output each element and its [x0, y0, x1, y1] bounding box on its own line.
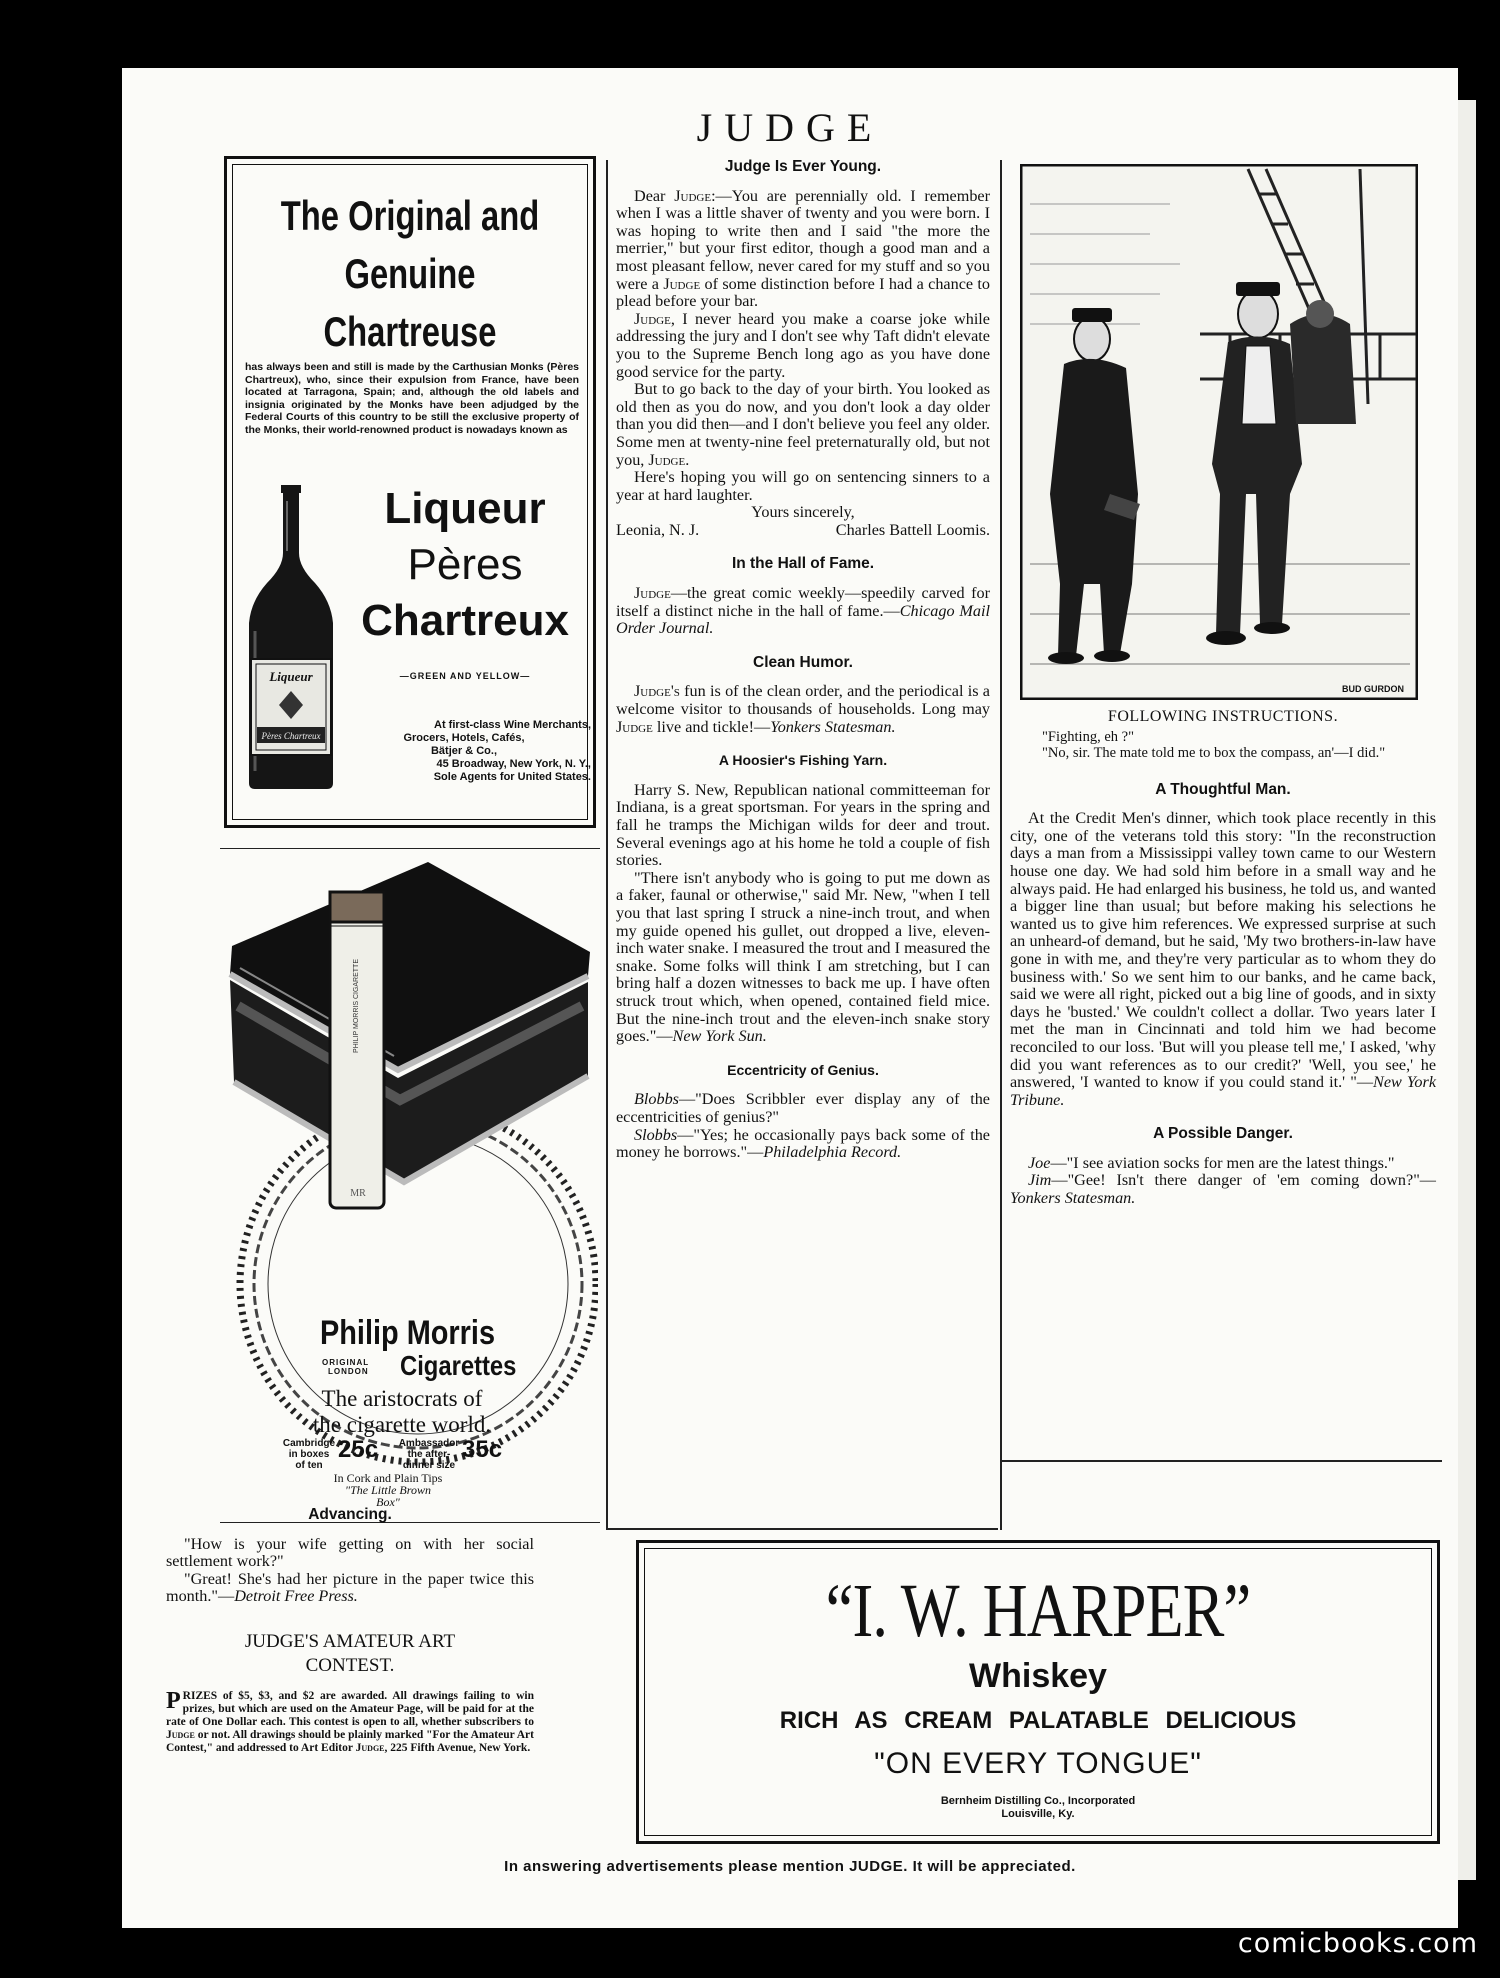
- variants-label: —GREEN AND YELLOW—: [399, 671, 531, 681]
- product-line: Liqueur: [384, 484, 546, 533]
- title-line: CONTEST.: [305, 1654, 395, 1676]
- cartoon-caption-1: "Fighting, eh ?": [1042, 728, 1134, 745]
- paragraph: [616, 381, 990, 469]
- text: But to go back to the day of your birth. You looked as old then as you do now, and you don't look a day older than you did then—and I don't believe you feel any older. Some men at twenty-nine feel preternaturally old, but not you,: [616, 380, 990, 469]
- size-line: dinner size: [402, 1460, 456, 1471]
- text: Judge's: [634, 682, 680, 701]
- company-line: Bernheim Distilling Co., Incorporated: [940, 1795, 1136, 1807]
- sellers-line: 45 Broadway, New York, N. Y.,: [436, 758, 591, 770]
- svg-text:PHILIP MORRIS CIGARETTE: PHILIP MORRIS CIGARETTE: [353, 959, 360, 1053]
- bottle-label-bottom: Pères Chartreux: [261, 731, 321, 741]
- text: of some distinction before I had a chance to plead before your bar.: [616, 274, 990, 311]
- source: New York Tribune.: [1010, 1073, 1437, 1109]
- chartreuse-advertisement: [224, 156, 596, 828]
- text: Judge: [355, 1741, 385, 1754]
- text: —"Gee! Isn't there danger of 'em coming down?"—: [1051, 1171, 1436, 1190]
- source: Detroit Free Press.: [234, 1587, 358, 1606]
- paragraph: [616, 870, 990, 1046]
- speaker: Joe: [1028, 1153, 1051, 1172]
- adjacent-page-edge: [1458, 100, 1476, 1880]
- text: At the Credit Men's dinner, which took place recently in this city, one of the veterans told this story: "In the reconstruction days a man from a Mississippi valley town came to our Western house one day. We had sold him before in a small way and he always paid. He had enlarged his business, he told us, and wanted a bigger line than usual; but before making his selections he wanted us to give him references. We expressed surprise at such an unheard-of demand, but he said, 'My two brothers-in-law have gone in with me, and they're very particular as to whom they do business with.' So we sent him to our banks, and he came back, said we were all right, picked out a big line of goods, and in sixty days he 'busted.' We couldn't collect a dollar. Two years later I met the man in Cincinnati and told him we had become reconciled to our loss. 'But will you please tell me,' I asked, 'why did you want references as to our credit?' 'Well, you see,' he answered, 'I wanted to know if you could stand it.' "—: [1010, 809, 1436, 1092]
- harper-whiskey-advertisement: [636, 1540, 1440, 1844]
- size-line: the after-: [407, 1449, 451, 1460]
- paragraph: [1010, 1155, 1436, 1173]
- signer: Charles Battell Loomis.: [835, 520, 990, 539]
- contest-title: [166, 1630, 534, 1678]
- headline-line: Genuine Chartreuse: [323, 250, 497, 355]
- size-line: Cambridge: [282, 1438, 336, 1449]
- paragraph: [616, 188, 990, 311]
- article-heading: Advancing.: [308, 1506, 392, 1523]
- closing: Yours sincerely,: [751, 503, 855, 522]
- drop-cap: P: [166, 1687, 181, 1714]
- headline-line: The Original and: [280, 192, 540, 239]
- cartoon-signature: BUD GURDON: [1342, 684, 1404, 694]
- column-3: [1010, 708, 1436, 1208]
- origin-line: ORIGINAL: [322, 1358, 370, 1367]
- paragraph: [1010, 1172, 1436, 1207]
- paragraph: "How is your wife getting on with her social settlement work?": [166, 1534, 534, 1571]
- text: Judge: [648, 450, 686, 469]
- cambridge-price: 25c: [338, 1436, 379, 1463]
- tips-line: In Cork and Plain Tips: [333, 1471, 443, 1485]
- source: Yonkers Statesman.: [770, 717, 896, 736]
- chartreuse-body: has always been and still is made by the Carthusian Monks (Pères Chartreux), who, since their expulsion from France, have been located at Tarragona, Spain; and, although the old labels and insignia originated by the Monks have been adjudged by the Federal Courts of this country to be still the exclusive property of the Monks, their world-renowned product is nowadays known as: [245, 361, 579, 436]
- text: RIZES of $5, $3, and $2 are awarded. All drawings failing to win prizes, but which are used on the Amateur Page, will be paid for at the rate of One Dollar each. This contest is open to all, whether subscribers to: [166, 1689, 534, 1728]
- text: fun is of the clean order, and the periodical is a welcome visitor to thousands of households. Long may: [616, 682, 990, 719]
- text: "Great! She's had her picture in the paper twice this month."—: [166, 1569, 534, 1606]
- watermark: comicbooks.com: [1237, 1928, 1478, 1959]
- harper-product: Whiskey: [969, 1657, 1107, 1695]
- speaker: Blobbs: [634, 1090, 679, 1109]
- contest-body: [166, 1687, 534, 1755]
- speaker: Jim: [1028, 1171, 1052, 1190]
- article-heading: A Possible Danger.: [1153, 1125, 1293, 1143]
- title-line: JUDGE'S AMATEUR ART: [244, 1630, 456, 1652]
- horizontal-rule: [608, 1528, 998, 1530]
- pm-origin: [322, 1358, 369, 1376]
- text: Judge: [663, 274, 701, 293]
- column-rule: [606, 160, 608, 1530]
- chartreuse-headline: [275, 187, 545, 361]
- text: Judge: [166, 1728, 195, 1741]
- pm-tips: [318, 1472, 458, 1508]
- source: New York Sun.: [672, 1027, 767, 1046]
- tips-line: "The Little Brown: [345, 1483, 431, 1497]
- size-line: of ten: [295, 1460, 323, 1471]
- cartoon-title: FOLLOWING INSTRUCTIONS.: [1107, 708, 1339, 725]
- place: Leonia, N. J.: [616, 520, 700, 539]
- paragraph: [616, 1091, 990, 1126]
- pm-product: Cigarettes: [400, 1350, 517, 1381]
- article-heading: A Hoosier's Fishing Yarn.: [718, 752, 888, 769]
- article-heading: Eccentricity of Genius.: [727, 1061, 879, 1078]
- tips-line: Box": [376, 1495, 400, 1509]
- speaker: Slobbs: [634, 1125, 678, 1144]
- paragraph: [616, 311, 990, 381]
- pm-brand: Philip Morris: [320, 1314, 496, 1352]
- text: , 225 Fifth Avenue, New York.: [384, 1741, 531, 1754]
- article-heading: Judge Is Ever Young.: [724, 158, 882, 175]
- cartoon-caption-2: "No, sir. The mate told me to box the compass, an'—I did.": [1042, 744, 1386, 761]
- text: "There isn't anybody who is going to put me down as a faker, faunal or otherwise," said Mr. New, "when I tell you that last spring I struck a nine-inch trout, and when my guide opened his gullet, out dropped a live, eleven-inch water snake. I measured the trout and I measured the snake. Some folks will think I am stretching, but I can bring half a dozen witnesses to back me up. I have often struck trout which, when opened, contained field mice. But the nine-inch trout and the eleven-inch snake story goes."—: [616, 868, 990, 1046]
- origin-line: LONDON: [328, 1367, 369, 1376]
- paragraph: [1010, 810, 1436, 1109]
- text: —"Yes; he occasionally pays back some of the money he borrows."—: [616, 1125, 990, 1162]
- tagline-line: The aristocrats of: [321, 1386, 483, 1411]
- sellers-info: [337, 719, 591, 784]
- column-2: [616, 158, 990, 1162]
- text: Dear: [634, 186, 675, 205]
- text: Judge: [616, 717, 653, 736]
- signature-line: [616, 522, 990, 540]
- cartoon-illustration: [1020, 164, 1418, 700]
- harper-slogan: "ON EVERY TONGUE": [874, 1747, 1202, 1780]
- article-heading: Clean Humor.: [753, 653, 853, 671]
- liqueur-bottle-illustration: [241, 481, 341, 791]
- sellers-line: Grocers, Hotels, Cafés,: [403, 732, 525, 744]
- text: Judge: [634, 309, 671, 328]
- paragraph: Here's hoping you will go on sentencing sinners to a year at hard laughter.: [616, 468, 990, 504]
- cambridge-size: [282, 1438, 336, 1471]
- horizontal-rule: [1002, 1460, 1442, 1462]
- paragraph: [616, 585, 990, 638]
- sellers-line: At first-class Wine Merchants,: [434, 719, 591, 731]
- product-line: Pères: [407, 540, 523, 589]
- magazine-page: [122, 68, 1458, 1928]
- text: Judge: [634, 584, 671, 603]
- text: —the great comic weekly—speedily carved for itself a distinct niche in the hall of fame.—: [616, 584, 990, 620]
- column-1-bottom: [166, 1506, 534, 1755]
- text: live and tickle!—: [652, 717, 771, 736]
- article-heading: A Thoughtful Man.: [1155, 780, 1291, 798]
- paragraph: [616, 683, 990, 736]
- sellers-line: Bätjer & Co.,: [430, 745, 497, 757]
- source: Yonkers Statesman.: [1010, 1189, 1136, 1208]
- text: —"I see aviation socks for men are the latest things.": [1050, 1153, 1395, 1172]
- harper-tagline: RICH AS CREAM PALATABLE DELICIOUS: [779, 1707, 1297, 1734]
- product-name: [345, 481, 585, 649]
- svg-text:MR: MR: [350, 1188, 366, 1199]
- tagline-line: the cigarette world.: [312, 1412, 492, 1437]
- paragraph: [166, 1571, 534, 1606]
- source: Philadelphia Record.: [763, 1143, 902, 1162]
- sellers-line: Sole Agents for United States.: [433, 771, 591, 783]
- ambassador-size: [398, 1438, 460, 1471]
- size-line: Ambassador: [398, 1438, 460, 1449]
- source: Chicago Mail Order Journal.: [616, 601, 990, 638]
- horizontal-rule: [220, 848, 600, 849]
- text: .: [685, 450, 690, 469]
- text: :—You are perennially old. I remember when I was a little shaver of twenty and you were born. I was hoping to write then and I said "the more the merrier," but your first editor, though a good man and a most pleasant fellow, never cared for my stuff and so you were a: [616, 186, 991, 293]
- paragraph: [616, 1127, 990, 1162]
- column-rule: [1000, 160, 1002, 1530]
- masthead: JUDGE: [696, 105, 884, 150]
- text: Judge: [674, 186, 712, 205]
- ambassador-price: 35c: [462, 1436, 503, 1463]
- footer-notice: In answering advertisements please mention JUDGE. It will be appreciated.: [504, 1858, 1076, 1875]
- company-line: Louisville, Ky.: [1001, 1808, 1075, 1820]
- harper-brand: “I. W. HARPER”: [825, 1569, 1251, 1653]
- text: or not. All drawings should be plainly marked "For the Amateur Art Contest," and addressed to Art Editor: [166, 1728, 534, 1754]
- pm-tagline: [272, 1386, 532, 1438]
- bottle-label-top: Liqueur: [269, 669, 313, 684]
- product-line: Chartreux: [361, 596, 569, 645]
- text: , I never heard you make a coarse joke while addressing the jury and I don't see why Taft didn't elevate you to the Supreme Bench long ago as you have done good service for the party.: [616, 309, 990, 381]
- paragraph: Harry S. New, Republican national committeeman for Indiana, is a great sportsman. For years in the spring and fall he tramps the Michigan wilds for deer and trout. Several evenings ago at his home he told a couple of fish stories.: [616, 780, 990, 870]
- article-heading: In the Hall of Fame.: [731, 555, 875, 573]
- text: —"Does Scribbler ever display any of the eccentricities of genius?": [616, 1090, 990, 1126]
- harper-company: [639, 1795, 1437, 1821]
- size-line: in boxes: [288, 1449, 330, 1460]
